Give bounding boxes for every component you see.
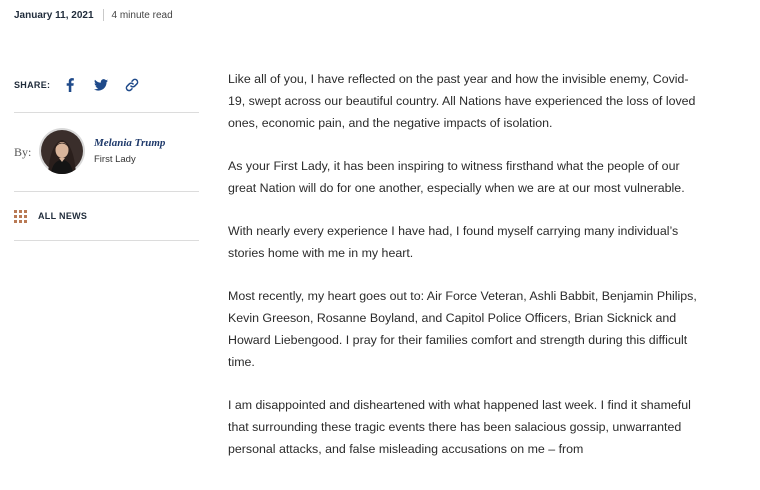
avatar[interactable] (39, 128, 85, 174)
share-label: SHARE: (14, 80, 51, 90)
all-news-link[interactable] (14, 208, 87, 224)
article-paragraph: I am disappointed and disheartened with what happened last week. I find it shameful that surrounding these tragic events there has been salacious gossip, unwarranted personal attacks, and false misleading accusations on me – from (228, 398, 691, 456)
article-paragraph: Most recently, my heart goes out to: Air Force Veteran, Ashli Babbit, Benjamin Philips, Kevin Greeson, Rosanne Boyland, and Capitol Police Officers, Brian Sicknick and Howard Liebengood. I pray for their families comfort and strength during this difficult time. (228, 289, 697, 369)
grid-icon (14, 210, 27, 223)
by-label: By: (14, 145, 32, 159)
sidebar-divider (14, 112, 199, 113)
article-paragraph: As your First Lady, it has been inspiring to witness firsthand what the people of our great Nation will do for one another, especially when we are at our most vulnerable. (228, 159, 685, 195)
facebook-icon[interactable] (60, 75, 80, 95)
read-time: 4 minute read (111, 9, 173, 21)
twitter-icon[interactable] (91, 75, 111, 95)
sidebar-divider (14, 191, 199, 192)
article-paragraph: Like all of you, I have reflected on the past year and how the invisible enemy, Covid-19, swept across our beautiful country. All Nations have experienced the loss of loved ones, economic pain, and the negative impacts of isolation. (228, 72, 696, 130)
author-title: First Lady (94, 154, 136, 165)
author-byline (14, 128, 199, 174)
publish-date: January 11, 2021 (14, 9, 94, 21)
author-name-link[interactable]: Melania Trump (94, 137, 166, 149)
share-row (14, 75, 199, 95)
meta-divider (103, 9, 104, 21)
link-icon[interactable] (122, 75, 142, 95)
article-paragraph: With nearly every experience I have had, I found myself carrying many individual’s stories home with me in my heart. (228, 224, 679, 260)
all-news-label: ALL NEWS (38, 211, 88, 221)
article-body (228, 68, 698, 481)
article-meta (14, 8, 173, 22)
sidebar-divider (14, 240, 199, 241)
